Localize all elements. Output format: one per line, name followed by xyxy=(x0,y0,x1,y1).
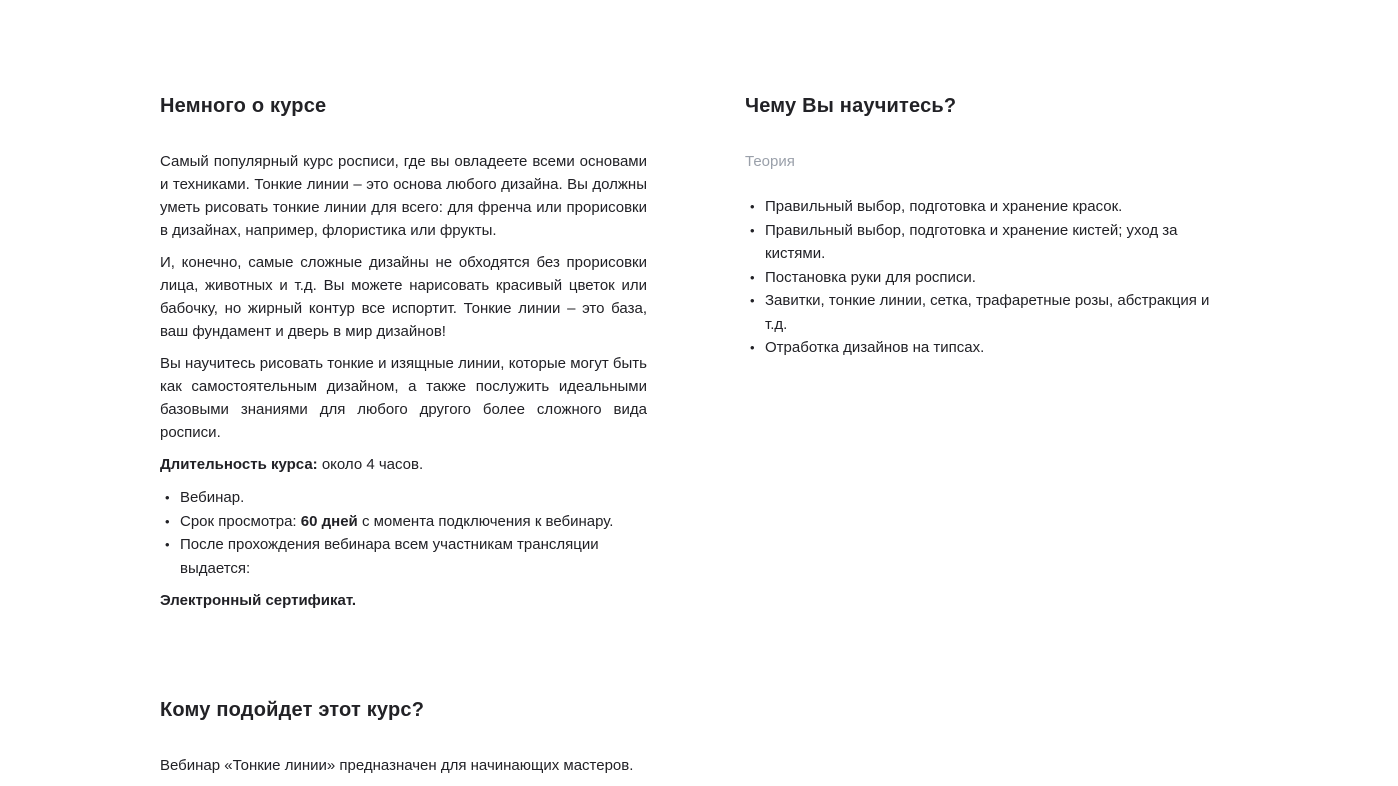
two-column-layout xyxy=(160,92,1398,786)
list-item-text: После прохождения вебинара всем участникам трансляции выдается: xyxy=(180,536,599,577)
list-item-text: Правильный выбор, подготовка и хранение кистей; уход за кистями. xyxy=(765,221,1178,262)
duration-label: Длительность курса: xyxy=(160,456,318,473)
list-item-text: Срок просмотра: 60 дней с момента подключения к вебинару. xyxy=(180,512,614,530)
list-item xyxy=(160,533,647,580)
theory-topics-list xyxy=(745,195,1225,360)
about-course-title: Немного о курсе xyxy=(160,95,327,117)
list-item xyxy=(160,486,647,510)
list-item xyxy=(745,266,1225,290)
section-audience xyxy=(160,696,647,777)
bullet-icon: • xyxy=(750,340,755,355)
right-column xyxy=(745,92,1225,369)
left-column xyxy=(160,92,647,786)
bullet-icon: • xyxy=(750,199,755,214)
list-item xyxy=(745,289,1225,336)
list-item xyxy=(745,195,1225,219)
duration-line xyxy=(160,453,647,476)
about-paragraph-3: Вы научитесь рисовать тонкие и изящные линии, которые могут быть как самостоятельным дизайном, а также послужить идеальными базовыми знаниями для любого другого более сложного вида росписи. xyxy=(160,355,647,441)
bullet-icon: • xyxy=(165,513,170,529)
course-format-list xyxy=(160,486,647,580)
bullet-icon: • xyxy=(165,490,170,505)
list-item-text: Вебинар. xyxy=(180,489,245,506)
section-about-course xyxy=(160,92,647,612)
certificate-text: Электронный сертификат. xyxy=(160,592,357,609)
list-item-text: Завитки, тонкие линии, сетка, трафаретные розы, абстракция и т.д. xyxy=(765,292,1210,333)
bullet-icon: • xyxy=(750,293,755,308)
list-item-text: Постановка руки для росписи. xyxy=(765,268,976,286)
list-item-text: Отработка дизайнов на типсах. xyxy=(765,339,985,356)
list-item xyxy=(160,510,647,534)
what-you-learn-title: Чему Вы научитесь? xyxy=(745,95,957,117)
audience-paragraph: Вебинар «Тонкие линии» предназначен для начинающих мастеров. xyxy=(160,757,634,774)
section-what-you-learn xyxy=(745,92,1225,360)
about-paragraph-2: И, конечно, самые сложные дизайны не обходятся без прорисовки лица, животных и т.д. Вы можете нарисовать красивый цветок или бабочку, но жирный контур все испортит. Тонкие линии – это база, ваш фундамент и дверь в мир дизайнов! xyxy=(160,254,647,340)
bullet-icon: • xyxy=(750,222,755,238)
list-item-text: Правильный выбор, подготовка и хранение красок. xyxy=(765,198,1123,215)
theory-subtitle: Теория xyxy=(745,153,795,170)
bullet-icon: • xyxy=(750,269,755,285)
about-paragraph-1: Самый популярный курс росписи, где вы овладеете всеми основами и техниками. Тонкие линии – это основа любого дизайна. Вы должны уметь рисовать тонкие линии для всего: для френча или прорисовки в дизайнах, например, флористика или фрукты. xyxy=(160,153,647,239)
audience-title: Кому подойдет этот курс? xyxy=(160,699,425,721)
list-item xyxy=(745,336,1225,360)
list-item xyxy=(745,219,1225,266)
duration-value: около 4 часов. xyxy=(317,456,424,473)
bullet-icon: • xyxy=(165,537,170,552)
certificate-line xyxy=(160,589,647,612)
